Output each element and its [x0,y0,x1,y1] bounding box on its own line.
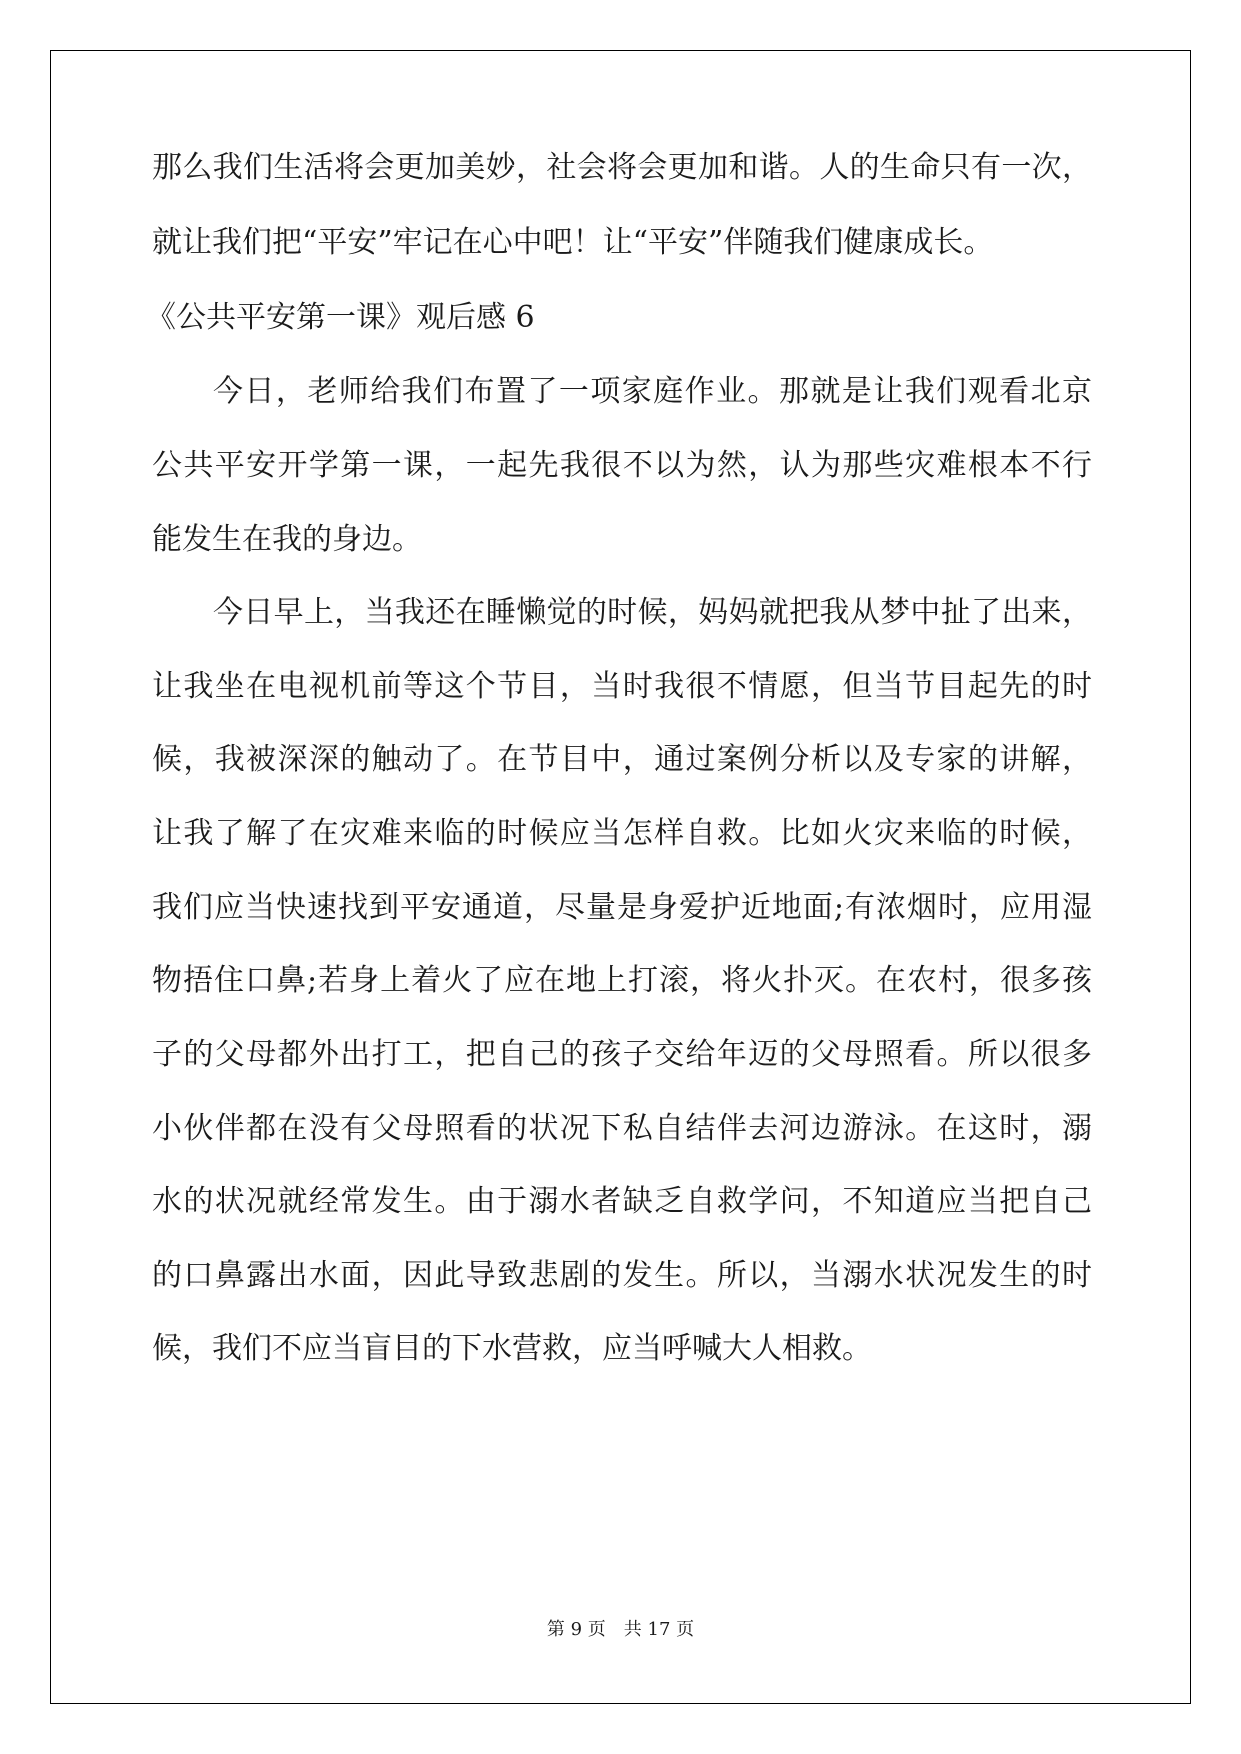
page-number-footer: 第 9 页 共 17 页 [546,1619,695,1640]
paragraph-line: 的口鼻露出水面，因此导致悲剧的发生。所以，当溺水状况发生的时 [152,1258,1092,1293]
paragraph-line: 就让我们把“平安”牢记在心中吧！让“平安”伴随我们健康成长。 [152,225,994,260]
paragraph-line: 让我坐在电视机前等这个节目，当时我很不情愿，但当节目起先的时 [152,669,1092,704]
page-border [50,50,1191,1704]
paragraph-line: 我们应当快速找到平安通道，尽量是身爱护近地面;有浓烟时，应用湿 [152,890,1092,925]
paragraph-line: 今日，老师给我们布置了一项家庭作业。那就是让我们观看北京 [213,374,1092,409]
paragraph-line: 子的父母都外出打工，把自己的孩子交给年迈的父母照看。所以很多 [152,1037,1092,1072]
paragraph-line: 水的状况就经常发生。由于溺水者缺乏自救学问，不知道应当把自己 [152,1184,1092,1219]
paragraph-line: 那么我们生活将会更加美妙，社会将会更加和谐。人的生命只有一次， [152,150,1092,185]
paragraph-line: 候，我们不应当盲目的下水营救，应当呼喊大人相救。 [152,1331,872,1366]
paragraph-line: 物捂住口鼻;若身上着火了应在地上打滚，将火扑灭。在农村，很多孩 [152,963,1092,998]
section-heading: 《公共平安第一课》观后感 6 [146,300,535,335]
paragraph-line: 让我了解了在灾难来临的时候应当怎样自救。比如火灾来临的时候， [152,816,1092,851]
paragraph-line: 小伙伴都在没有父母照看的状况下私自结伴去河边游泳。在这时，溺 [152,1111,1092,1146]
paragraph-line: 今日早上，当我还在睡懒觉的时候，妈妈就把我从梦中扯了出来， [213,595,1092,630]
paragraph-line: 公共平安开学第一课，一起先我很不以为然，认为那些灾难根本不行 [152,448,1092,483]
paragraph-line: 能发生在我的身边。 [152,522,422,557]
paragraph-line: 候，我被深深的触动了。在节目中，通过案例分析以及专家的讲解， [152,742,1092,777]
